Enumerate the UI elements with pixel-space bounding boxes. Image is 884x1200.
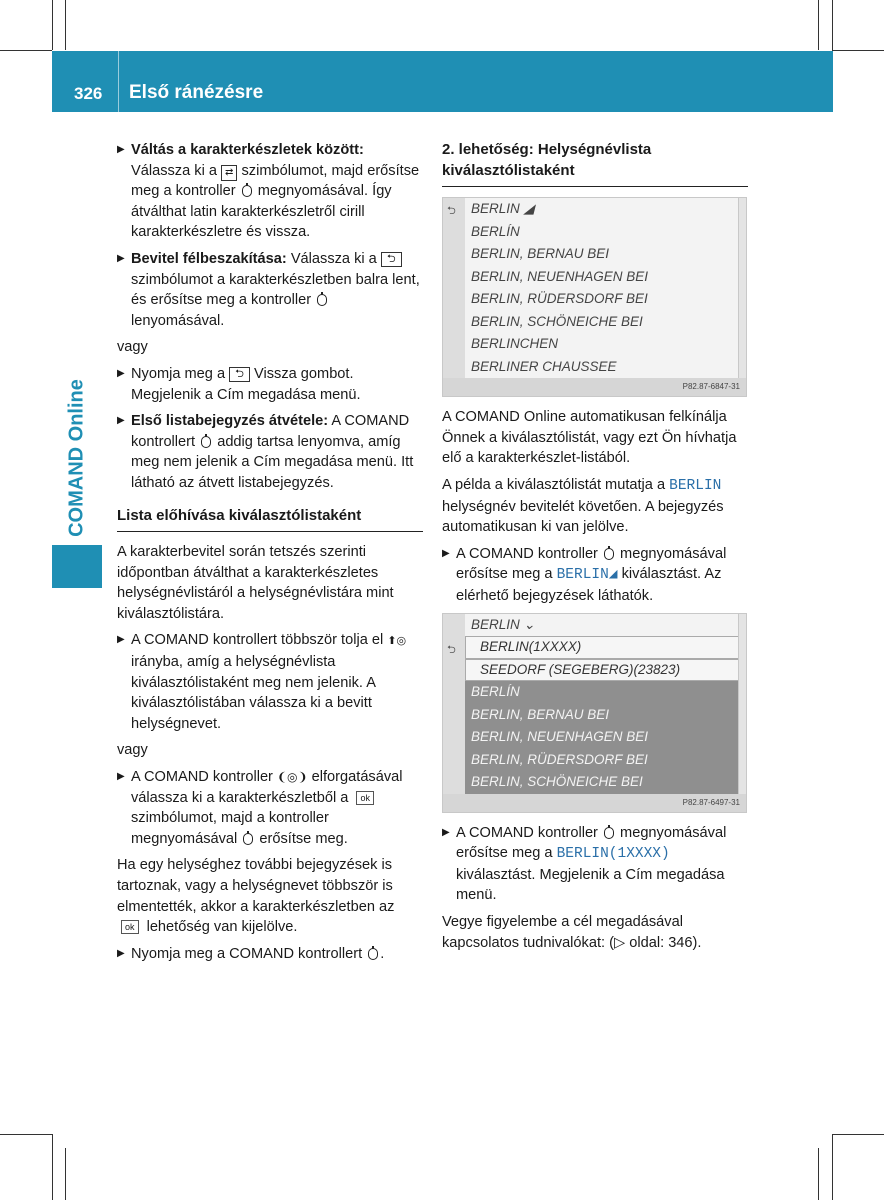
section-label: COMAND Online xyxy=(65,379,88,537)
back-symbol-icon: ⮌ xyxy=(447,643,456,656)
bullet-arrow-icon: ▶ xyxy=(117,144,125,155)
back-symbol-icon: ⮌ xyxy=(381,252,402,267)
list-item: ▶ A COMAND kontroller ❨◎❩ elforgatásával válassza ki a karakterkészletből a ok szimbólumot, majd a kontroller megnyomásával erősítse meg. xyxy=(117,769,403,847)
list-item: BERLIN, NEUENHAGEN BEI xyxy=(443,726,746,749)
display-text: BERLIN◢ xyxy=(556,567,618,584)
list-item: ▶ Váltás a karakterkészletek között: Válassza ki a ⇄ szimbólumot, majd erősítse meg a kontroller megnyomásával. Így átválthat latin karakterkészletről cirill karakterkészletre és vissza. xyxy=(117,142,420,241)
list-item: BERLINER CHAUSSEE xyxy=(471,358,617,374)
paragraph: A példa a kiválasztólistát mutatja a BERLIN helységnév bevitelét követően. A bejegyzés automatikusan ki van jelölve. xyxy=(442,476,724,536)
crop-mark xyxy=(0,1134,52,1135)
section-heading: Lista előhívása kiválasztólistaként xyxy=(117,506,423,533)
crop-mark xyxy=(0,50,52,51)
list-item: BERLIN, SCHÖNEICHE BEI xyxy=(471,313,643,329)
bullet-arrow-icon: ▶ xyxy=(442,826,450,838)
bullet-arrow-icon: ▶ xyxy=(117,947,125,959)
scrollbar xyxy=(738,198,746,378)
list-item: ▶ Nyomja meg a ⮌ Vissza gombot. Megjelenik a Cím megadása menü. xyxy=(117,365,361,403)
right-column xyxy=(442,140,748,959)
crop-mark xyxy=(65,0,66,50)
list-item: BERLIN, NEUENHAGEN BEI xyxy=(471,268,649,284)
section-heading: 2. lehetőség: Helységnévlista kiválasztólistaként xyxy=(442,140,748,187)
list-item-selected: BERLIN(1XXXX) xyxy=(465,636,746,659)
list-item: ▶ Nyomja meg a COMAND kontrollert . xyxy=(117,944,423,965)
list-item: ▶ Bevitel félbeszakítása: Válassza ki a ⮌ szimbólumot a karakterkészletben balra lent, és erősítse meg a kontroller lenyomásával. xyxy=(117,250,420,329)
left-column xyxy=(117,140,423,970)
list-item: BERLIN, RÜDERSDORF BEI xyxy=(443,749,746,772)
list-item: ▶ A COMAND kontrollert többször tolja el ⬆◎ irányba, amíg a helységnévlista kiválasztólistaként meg nem jelenik. A kiválasztólistában válassza ki a bevitt helységnevet. xyxy=(117,632,407,732)
crop-mark xyxy=(52,0,53,50)
controller-press-icon xyxy=(201,436,211,448)
paragraph: Vegye figyelembe a cél megadásával kapcsolatos tudnivalókat: (▷ oldal: 346). xyxy=(442,913,702,951)
ok-symbol-icon: ok xyxy=(121,920,139,934)
bullet-arrow-icon: ▶ xyxy=(117,415,125,427)
list-item: BERLÍN xyxy=(471,223,520,239)
crop-mark xyxy=(832,0,833,50)
bullet-arrow-icon: ▶ xyxy=(117,367,125,379)
list-item: BERLIN ◢ xyxy=(471,201,534,217)
or-text: vagy xyxy=(117,339,148,356)
controller-press-icon xyxy=(604,548,614,560)
crop-mark xyxy=(818,0,819,50)
display-text: BERLIN(1XXXX) xyxy=(556,846,670,863)
crop-mark xyxy=(65,1148,66,1200)
list-item: BERLIN, BERNAU BEI xyxy=(471,246,610,262)
controller-rotate-icon: ❨◎❩ xyxy=(276,770,308,785)
list-item: ▶ Első listabejegyzés átvétele: A COMAND kontrollert addig tartsa lenyomva, amíg meg nem jelenik a Cím megadása menü. Itt látható az átvett listabejegyzés. xyxy=(117,413,414,491)
list-item: BERLIN, RÜDERSDORF BEI xyxy=(471,291,648,307)
image-code: P82.87-6847-31 xyxy=(443,378,746,396)
crop-mark xyxy=(832,1134,884,1135)
screen-illustration-2 xyxy=(442,613,747,813)
list-item: ▶ A COMAND kontroller megnyomásával erősítse meg a BERLIN◢ kiválasztást. Az elérhető bejegyzések láthatók. xyxy=(442,545,727,604)
controller-slide-up-icon: ⬆◎ xyxy=(387,635,407,648)
bullet-arrow-icon: ▶ xyxy=(117,634,125,646)
controller-press-icon xyxy=(317,294,327,306)
controller-press-icon xyxy=(604,827,614,839)
list-item: BERLIN, SCHÖNEICHE BEI xyxy=(443,771,746,794)
page-title: Első ránézésre xyxy=(129,82,264,103)
crop-mark xyxy=(832,50,884,51)
list-item: BERLÍN xyxy=(443,681,746,704)
crop-mark xyxy=(818,1148,819,1200)
controller-press-icon xyxy=(242,185,252,197)
paragraph: Ha egy helységhez további bejegyzések is tartoznak, vagy a helységnevet többször is elmentették, akkor a karakterkészletben az ok lehetőség van kijelölve. xyxy=(117,857,395,936)
controller-press-icon xyxy=(243,833,253,845)
list-item: BERLIN, BERNAU BEI xyxy=(443,704,746,727)
scrollbar xyxy=(738,614,746,794)
back-symbol-icon: ⮌ xyxy=(447,205,456,218)
controller-press-icon xyxy=(368,948,378,960)
ok-symbol-icon: ok xyxy=(356,791,374,805)
paragraph: A COMAND Online automatikusan felkínálja Önnek a kiválasztólistát, vagy ezt Ön hívhatja elő a karakterkészlet-listából. xyxy=(442,409,737,467)
bullet-arrow-icon: ▶ xyxy=(442,547,450,559)
screen-gutter xyxy=(443,198,465,378)
bullet-arrow-icon: ▶ xyxy=(117,771,125,783)
list-item: ▶ A COMAND kontroller megnyomásával erősítse meg a BERLIN(1XXXX) kiválasztást. Megjelenik a Cím megadása menü. xyxy=(442,824,727,904)
list-item: BERLINCHEN xyxy=(471,336,559,352)
charset-switch-icon: ⇄ xyxy=(221,165,237,181)
page-number: 326 xyxy=(74,84,103,103)
page-header xyxy=(52,51,833,112)
display-text: BERLIN xyxy=(669,477,722,494)
image-code: P82.87-6497-31 xyxy=(443,794,746,812)
list-item: SEEDORF (SEGEBERG)(23823) xyxy=(465,659,746,682)
header-divider xyxy=(118,51,119,112)
list-item: BERLIN ⌄ xyxy=(471,616,535,632)
screen-illustration-1 xyxy=(442,197,747,397)
section-tab xyxy=(52,545,102,588)
or-text: vagy xyxy=(117,742,148,759)
crop-mark xyxy=(52,1134,53,1200)
crop-mark xyxy=(832,1134,833,1200)
paragraph: A karakterbevitel során tetszés szerinti időpontban átválthat a karakterkészletes helységnévlistáról a helységnévlistára mint kiválasztólistára. xyxy=(117,544,394,622)
back-button-icon: ⮌ xyxy=(229,367,250,382)
bullet-arrow-icon: ▶ xyxy=(117,252,125,264)
